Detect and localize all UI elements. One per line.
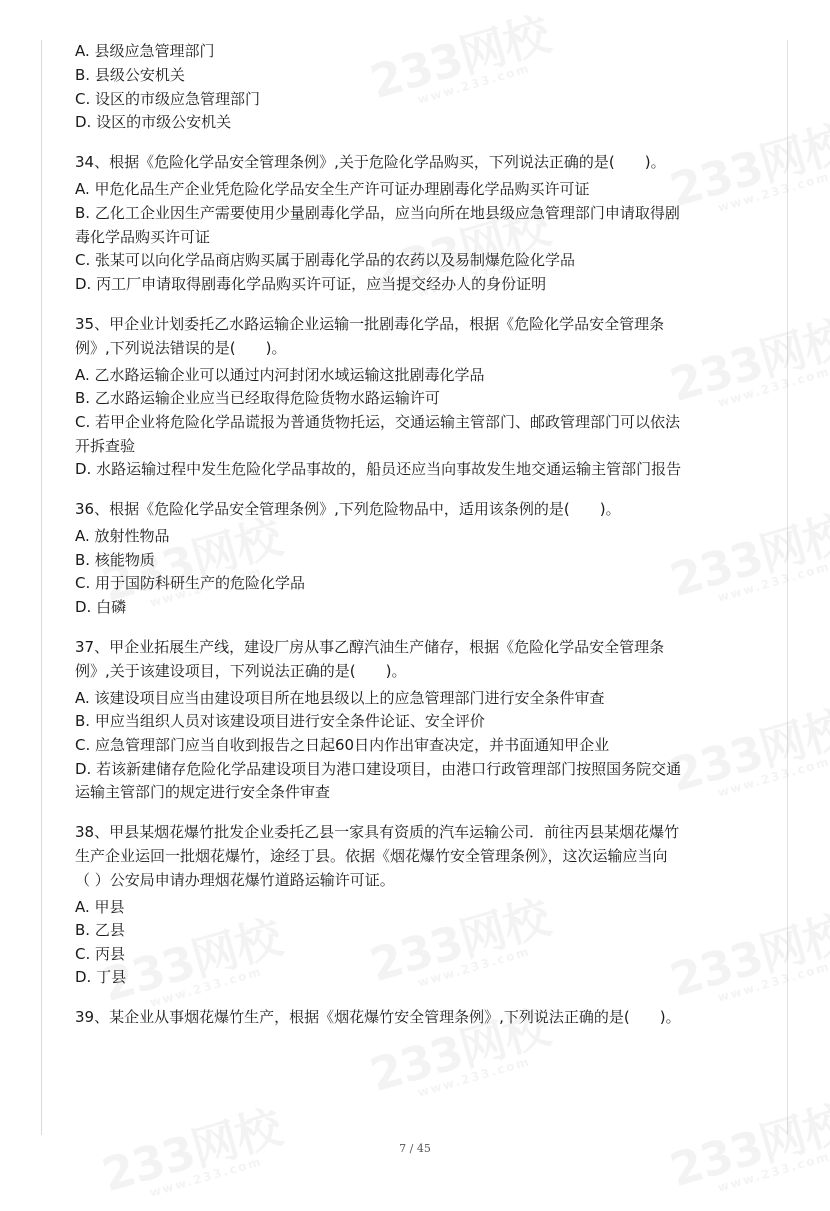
option-line: D. 丁县: [75, 968, 127, 986]
option-line: C. 丙县: [75, 945, 126, 963]
question-38-cont: 生产企业运回一批烟花爆竹，途经丁县。依据《烟花爆竹安全管理条例》，这次运输应当向: [75, 847, 668, 865]
option-line: C. 用于国防科研生产的危险化学品: [75, 574, 306, 592]
watermark-logo: [662, 496, 830, 616]
watermark-logo: [362, 881, 558, 1001]
option-line: B. 乙县: [75, 921, 125, 939]
page-right-edge: [787, 40, 788, 1135]
question-38: 38、甲县某烟花爆竹批发企业委托乙县一家具有资质的汽车运输公司．前往丙县某烟花爆竹: [75, 823, 680, 841]
question-38-cont: （ ）公安局申请办理烟花爆竹道路运输许可证。: [75, 871, 395, 889]
watermark-logo: [662, 691, 830, 811]
option-line: B. 核能物质: [75, 551, 155, 569]
option-line: B. 县级公安机关: [75, 66, 185, 84]
watermark-logo: [662, 896, 830, 1016]
option-line: 毒化学品购买许可证: [75, 228, 211, 246]
option-line: B. 甲应当组织人员对该建设项目进行安全条件论证、安全评价: [75, 712, 485, 730]
question-37-cont: 例》,关于该建设项目，下列说法正确的是( )。: [75, 662, 407, 680]
option-line: D. 若该新建储存危险化学品建设项目为港口建设项目，由港口行政管理部门按照国务院交通: [75, 760, 682, 778]
option-line: C. 张某可以向化学品商店购买属于剧毒化学品的农药以及易制爆危险化学品: [75, 251, 576, 269]
option-line: D. 白磷: [75, 598, 127, 616]
page-left-edge: [41, 40, 42, 1135]
question-36: 36、根据《危险化学品安全管理条例》,下列危险物品中，适用该条例的是( )。: [75, 500, 621, 518]
watermark-logo: [662, 301, 830, 421]
question-35: 35、甲企业计划委托乙水路运输企业运输一批剧毒化学品，根据《危险化学品安全管理条: [75, 315, 665, 333]
watermark-logo: [362, 0, 558, 118]
question-37: 37、甲企业拓展生产线，建设厂房从事乙醇汽油生产储存，根据《危险化学品安全管理条: [75, 638, 665, 656]
option-line: D. 丙工厂申请取得剧毒化学品购买许可证，应当提交经办人的身份证明: [75, 275, 547, 293]
option-line: D. 水路运输过程中发生危险化学品事故的，船员还应当向事故发生地交通运输主管部门报告: [75, 460, 682, 478]
question-39: 39、某企业从事烟花爆竹生产，根据《烟花爆竹安全管理条例》,下列说法正确的是( )。: [75, 1008, 681, 1026]
option-line: 开拆查验: [75, 437, 136, 455]
option-line: 运输主管部门的规定进行安全条件审查: [75, 783, 331, 801]
option-line: A. 乙水路运输企业可以通过内河封闭水域运输这批剧毒化学品: [75, 366, 485, 384]
question-35-cont: 例》,下列说法错误的是( )。: [75, 339, 287, 357]
option-line: C. 设区的市级应急管理部门: [75, 90, 261, 108]
option-line: A. 放射性物品: [75, 527, 170, 545]
option-line: A. 甲危化品生产企业凭危险化学品安全生产许可证办理剧毒化学品购买许可证: [75, 180, 590, 198]
option-line: A. 县级应急管理部门: [75, 42, 215, 60]
question-34: 34、根据《危险化学品安全管理条例》,关于危险化学品购买，下列说法正确的是( )。: [75, 153, 666, 171]
option-line: B. 乙水路运输企业应当已经取得危险货物水路运输许可: [75, 389, 440, 407]
option-line: C. 应急管理部门应当自收到报告之日起60日内作出审查决定，并书面通知甲企业: [75, 736, 610, 754]
option-line: A. 该建设项目应当由建设项目所在地县级以上的应急管理部门进行安全条件审查: [75, 689, 605, 707]
watermark-logo: [662, 106, 830, 226]
option-line: C. 若甲企业将危险化学品谎报为普通货物托运，交通运输主管部门、邮政管理部门可以依法: [75, 413, 681, 431]
option-line: B. 乙化工企业因生产需要使用少量剧毒化学品，应当向所在地县级应急管理部门申请取得剧: [75, 204, 680, 222]
option-line: A. 甲县: [75, 898, 125, 916]
page-indicator: 7 / 45: [399, 1142, 431, 1155]
option-line: D. 设区的市级公安机关: [75, 113, 232, 131]
